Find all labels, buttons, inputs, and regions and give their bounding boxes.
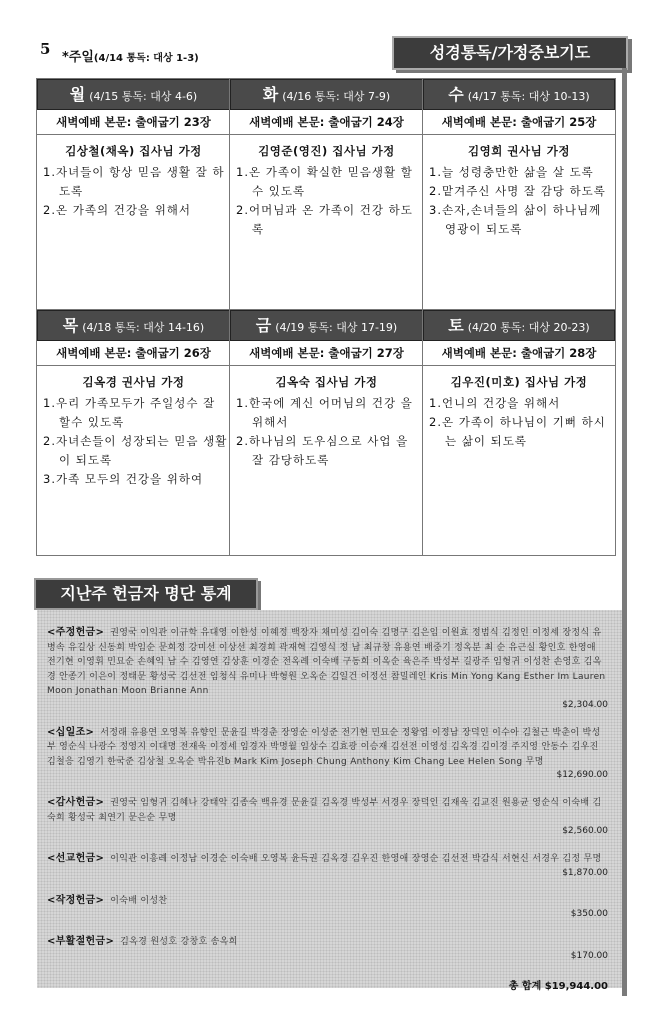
offering-group-text [47,894,608,909]
day-reading: (4/18 통독: 대상 14-16) [82,321,205,334]
page-side-bar [622,68,627,996]
prayer-list [43,163,230,220]
prayer-item: 1.늘 성령충만한 삶을 살 도록 [429,165,594,179]
family-name: 김옥경 권사님 가정 [82,375,185,389]
offering-amount: $1,870.00 [562,867,608,878]
offering-label: <감사헌금> [47,797,105,808]
day-name: 화 [262,85,279,104]
sunday-reading-line [62,46,199,65]
offering-group-text [47,726,608,770]
family-name: 김옥숙 집사님 가정 [275,375,378,389]
offering-group [47,726,608,783]
prayer-list [429,163,615,239]
day-name: 월 [69,85,86,104]
day-reading: (4/20 통독: 대상 20-23) [467,321,590,334]
day-name: 금 [255,316,272,335]
offering-group-text [47,852,608,867]
prayer-item: 2.온 가족의 건강을 위해서 [43,203,192,217]
day-name: 토 [448,316,464,335]
offering-label: <작정헌금> [47,894,105,906]
dawn-service-text: 새벽예배 본문: 출애굽기 23장 [37,110,230,135]
day-header [37,79,230,110]
prayer-list [43,394,230,489]
offering-group-text [47,796,608,825]
offering-group [47,852,608,880]
prayer-item: 1.우리 가족모두가 주일성수 잘 할수 있도록 [43,396,216,429]
day-header [423,310,615,341]
prayer-item: 2.자녀손들이 성장되는 믿음 생활이 되도록 [43,434,228,467]
prayer-item: 1.한국에 계신 어머님의 건강 을 위해서 [236,396,413,429]
prayer-item: 2.어머님과 온 가족이 건강 하도록 [236,203,413,236]
dawn-service-text: 새벽예배 본문: 출애굽기 24장 [230,110,423,135]
day-reading: (4/16 통독: 대상 7-9) [282,90,391,103]
offering-group [47,626,608,712]
prayer-item: 3.손자,손녀들의 삶이 하나님께 영광이 되도록 [429,203,602,236]
offering-names: 서정래 유용연 오영복 유향인 문윤길 박경춘 장영순 이성준 전기현 민묘순 정왕엽 이정남 장덕인 이수아 김철근 박춘이 박성부 영순식 나광수 정영지 이대명 전재욱 이정세 임경자 박명월 임상수 김효광 이승재 김선전 이영성 김옥경 김이경 주지영 안동수 김우진 김철응 김영기 한국준 김상철 오옥순 박유진b Mark Kim Joseph Chung Anthony Kim Chang Lee Helen Song 무명 [47,727,601,767]
family-name: 김영준(영진) 집사님 가정 [258,144,395,158]
day-reading: (4/17 통독: 대상 10-13) [467,90,590,103]
prayer-list [236,394,423,470]
day-cell-wed [423,79,615,318]
offering-amount: $2,304.00 [562,699,608,710]
offering-label: <십일조> [47,726,95,738]
family-name: 김우진(미호) 집사님 가정 [450,375,588,389]
offering-amount: $350.00 [570,909,608,919]
offering-names: 김옥경 원성호 강창호 송옥희 [120,937,238,947]
family-name: 김상철(채옥) 집사님 가정 [65,144,202,158]
offering-label: <선교헌금> [47,853,105,864]
day-header [230,310,423,341]
total-amount: $19,944.00 [544,980,608,992]
offering-names: 이익관 이흥례 이정남 이경순 이숙배 오영복 윤득권 김옥경 김우진 한영애 장영순 김선전 박감식 서현신 서경우 김정 무명 [110,854,602,864]
offering-amount: $12,690.00 [556,770,608,780]
sunday-reading: (4/14 통독: 대상 1-3) [93,53,199,64]
day-header [230,79,423,110]
offering-group-text [47,935,608,950]
grid-divider [229,79,230,555]
prayer-item: 3.가족 모두의 건강을 위하여 [43,472,204,486]
section-title: 성경통독/가정중보기도 [392,36,628,70]
day-header [423,79,615,110]
dawn-service-text: 새벽예배 본문: 출애굽기 25장 [423,110,615,135]
offering-label: <부활절헌금> [47,936,115,947]
offering-names: 권영국 임형귀 김혜나 강태악 김종숙 백유경 문윤길 김옥경 박성부 서경우 장덕인 김재욱 김교진 원용균 영순식 이숙배 김숙희 황성국 최연기 문은순 무명 [47,798,602,823]
day-name: 목 [62,316,79,335]
day-name: 수 [448,85,464,104]
day-cell-tue [230,79,423,318]
offering-section-title: 지난주 헌금자 명단 통계 [34,578,258,610]
day-header [37,310,230,341]
dawn-service-text: 새벽예배 본문: 출애굽기 27장 [230,341,423,366]
offering-names: 이숙배 이성찬 [110,895,168,906]
offering-names: 권영국 이익관 이규학 유대영 이한성 이혜정 백장자 채미성 김이숙 김명구 김은임 이원효 정범식 김정인 이정세 장정식 유병속 유길상 신동희 박임순 문희정 강미선 이상선 최경희 곽재혁 김영식 정 남 최규창 유용연 배중기 정옥분 최 순 유근실 황인호 한영애 전기현 이영휘 민묘순 손혜익 남 수 김영연 김상훈 이경순 전옥례 이숙배 구동희 이옥순 육은주 박성부 길광주 임형귀 이성찬 손영호 김옥경 안종기 이은이 정태문 황성국 김선전 임청식 유미나 박형원 오옥순 김일건 이정선 참밀레인 Kris Min Yong Kang Esther Im Lauren Moon Jonathan Moon Brianne Ann [47,628,606,696]
day-cell-thu [37,310,230,555]
prayer-item: 1.자녀들이 항상 믿음 생활 잘 하도록 [43,165,225,198]
total-label: 총 합계 [508,980,542,992]
offering-group [47,796,608,838]
prayer-list [429,394,615,451]
offering-group-text [47,626,608,699]
day-reading: (4/19 통독: 대상 17-19) [275,321,398,334]
prayer-item: 2.하나님의 도우심으로 사업 을 잘 감당하도록 [236,434,409,467]
offering-group [47,935,608,963]
day-cell-sat [423,310,615,555]
prayer-item: 2.맡겨주신 사명 잘 감당 하도록 [429,184,606,198]
family-name: 김영희 권사님 가정 [468,144,570,158]
grid-divider [422,79,423,555]
day-reading: (4/15 통독: 대상 4-6) [89,90,198,103]
dawn-service-text: 새벽예배 본문: 출애굽기 28장 [423,341,615,366]
offering-amount: $170.00 [570,950,608,961]
daily-prayer-grid [36,78,616,556]
dawn-service-text: 새벽예배 본문: 출애굽기 26장 [37,341,230,366]
offering-amount: $2,560.00 [562,826,608,836]
offering-total [47,977,608,992]
prayer-list [236,163,423,239]
offering-list-box [37,610,622,992]
sunday-label: *주일 [62,50,94,65]
prayer-item: 2.온 가족이 하나님이 기뻐 하시는 삶이 되도록 [429,415,606,448]
offering-label: <주정헌금> [47,627,105,638]
offering-group [47,894,608,922]
grid-divider [37,309,615,310]
day-cell-mon [37,79,230,318]
prayer-item: 1.언니의 건강을 위해서 [429,396,561,410]
day-cell-fri [230,310,423,555]
prayer-item: 1.온 가족이 확실한 믿음생활 할 수 있도록 [236,165,413,198]
page-number: 5 [40,40,51,58]
